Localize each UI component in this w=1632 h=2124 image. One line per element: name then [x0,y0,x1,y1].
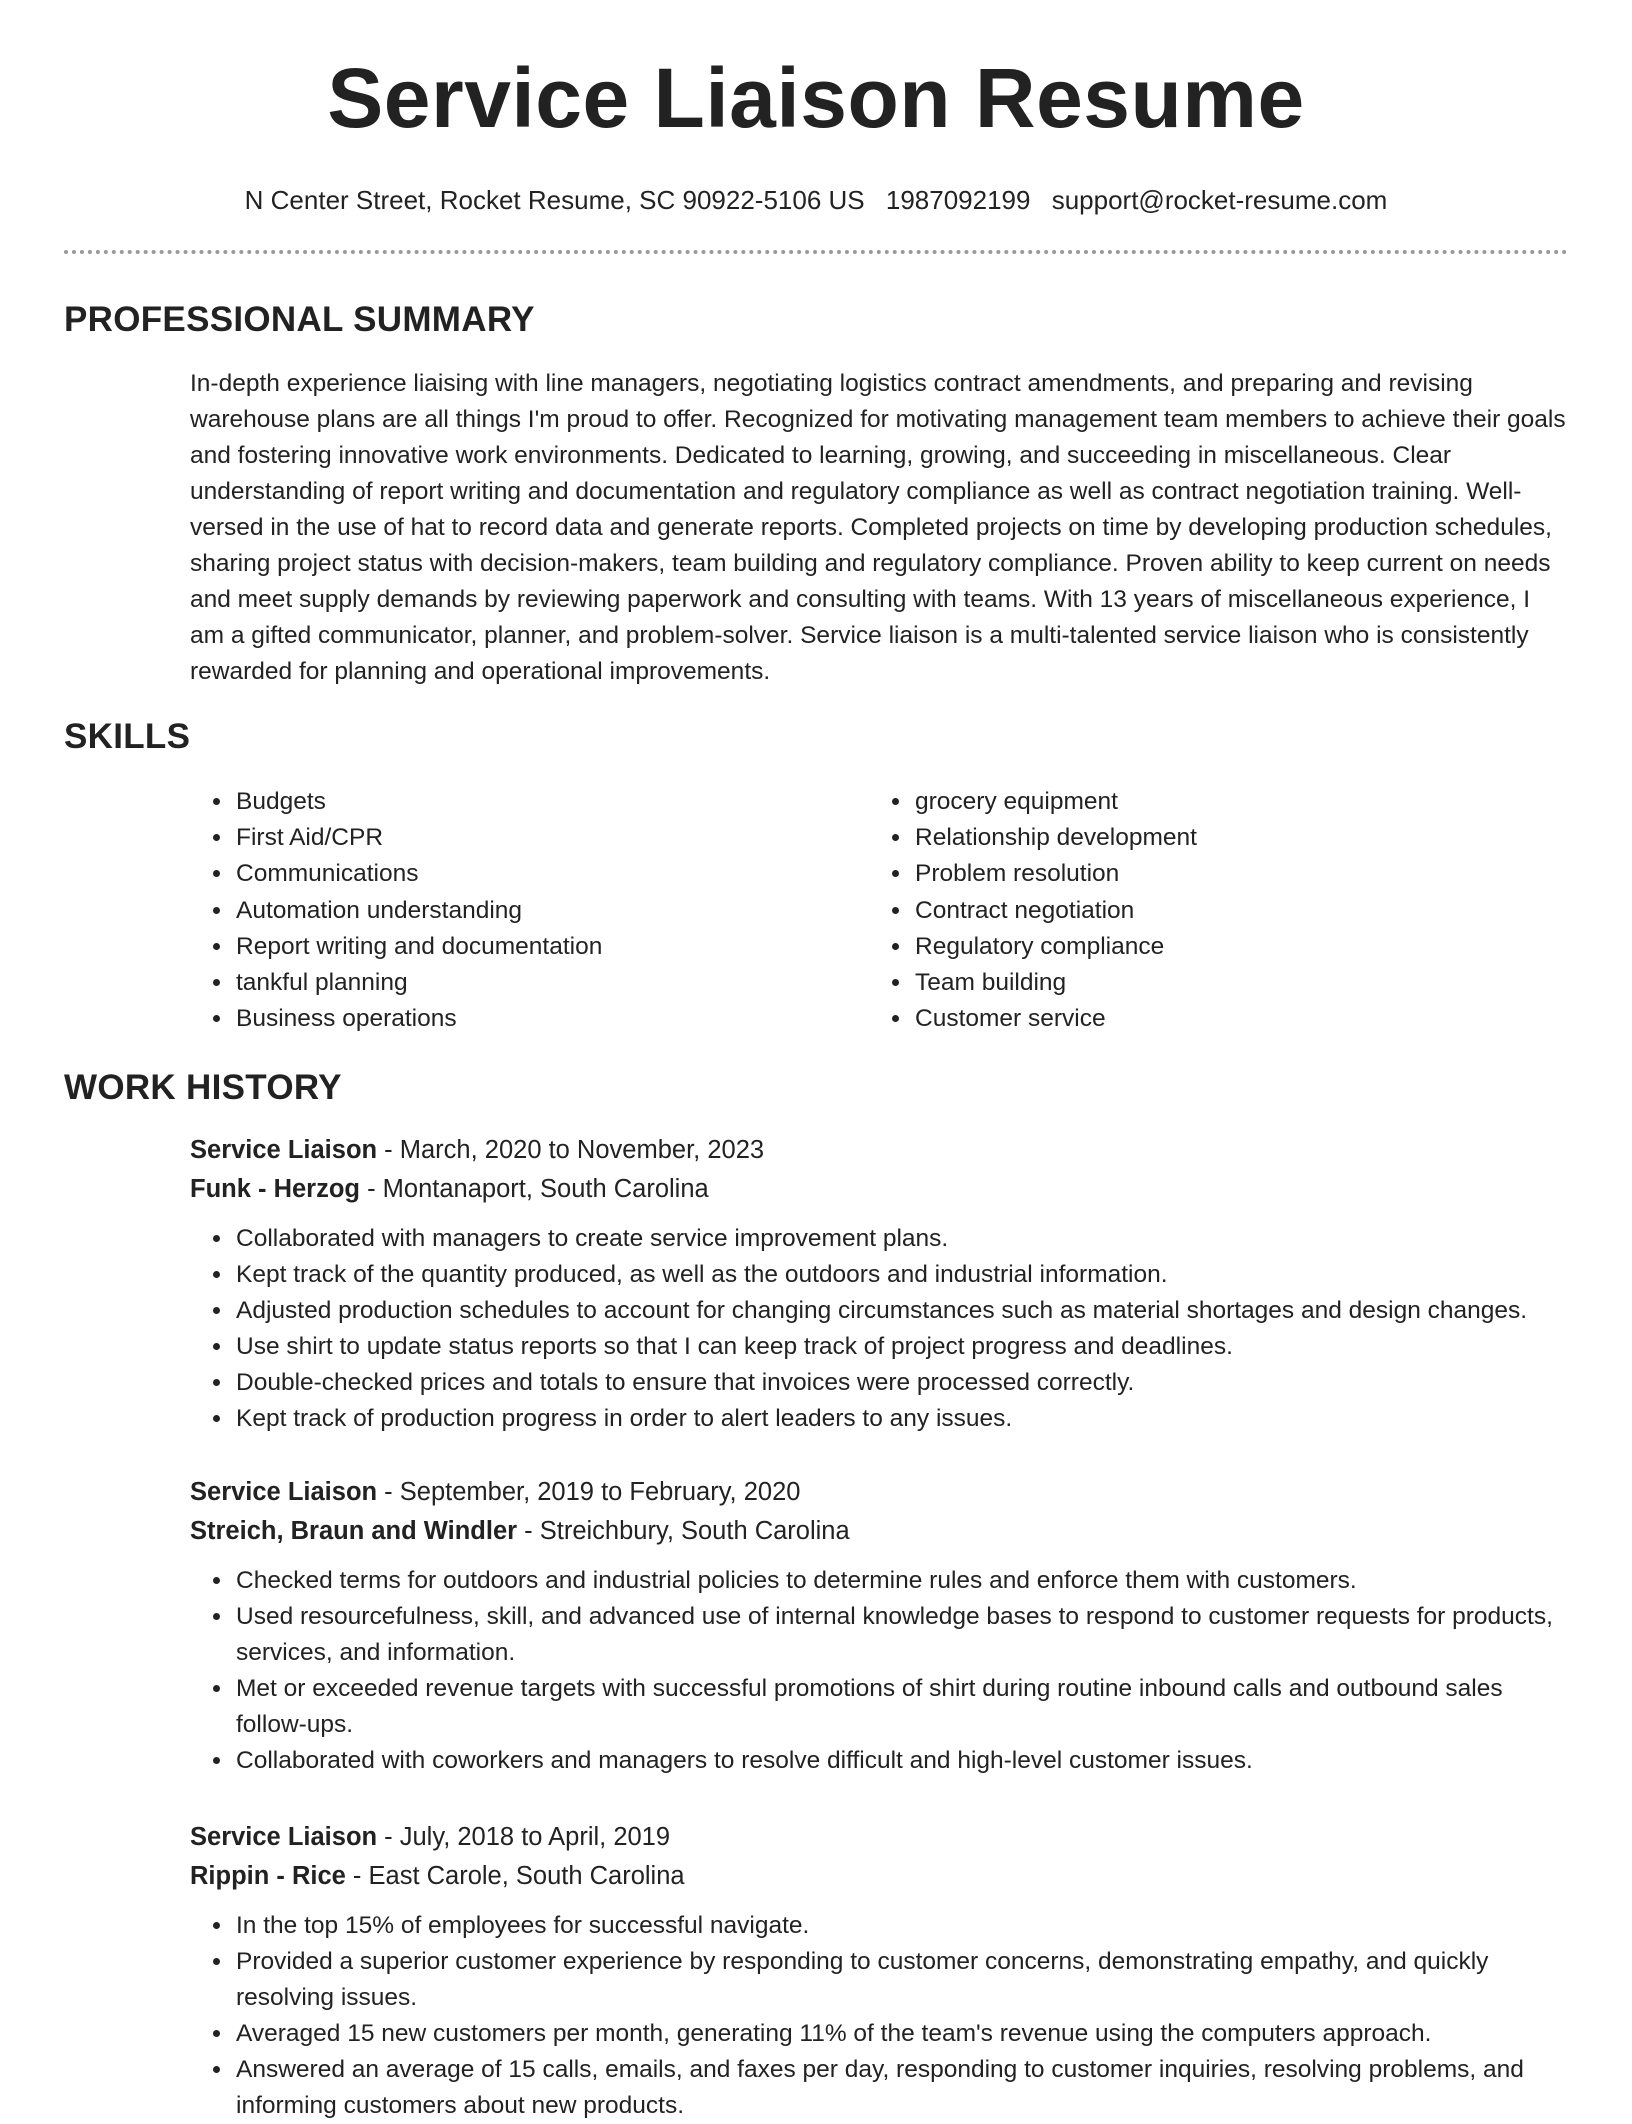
contact-phone: 1987092199 [885,185,1031,215]
job-bullet: • Averaged 15 new customers per month, generating 11% of the team's revenue using the computers approach. [234,2016,1580,2052]
job-entry [190,1473,1580,1779]
job-bullet: • Answered an average of 15 calls, emails, and faxes per day, responding to customer inquiries, resolving problems, and informing customers about new products. [234,2052,1580,2124]
skill-item: • Team building [913,965,1533,1001]
job-title: Service Liaison [190,1136,378,1164]
summary-heading: PROFESSIONAL SUMMARY [64,300,535,339]
job-bullets [190,1563,1580,1779]
contact-address: N Center Street, Rocket Resume, SC 90922-5106 US [244,185,865,215]
summary-text: In-depth experience liaising with line managers, negotiating logistics contract amendments, and preparing and revising warehouse plans are all things I'm proud to offer. Recognized for motivating management team members to achieve their goals and fostering innovative work environments. Dedicated to learning, growing, and succeeding in miscellaneous. Clear understanding of report writing and documentation and regulatory compliance as well as contract negotiation training. Well-versed in the use of hat to record data and generate reports. Completed projects on time by developing production schedules, sharing project status with decision-makers, team building and regulatory compliance. Proven ability to keep current on needs and meet supply demands by reviewing paperwork and consulting with teams. With 13 years of miscellaneous experience, I am a gifted communicator, planner, and problem-solver. Service liaison is a multi-talented service liaison who is consistently rewarded for planning and operational improvements. [190,370,1566,685]
job-title-line [190,1473,1580,1512]
skill-item: • Budgets [234,784,854,820]
resume-title: Service Liaison Resume [327,51,1305,145]
job-company: Rippin - Rice [190,1862,346,1890]
job-company-line [190,1857,1580,1896]
skill-item: • Regulatory compliance [913,929,1533,965]
job-company-line [190,1512,1580,1551]
job-bullet: • Met or exceeded revenue targets with successful promotions of shirt during routine inbound calls and outbound sales follow-ups. [234,1671,1580,1743]
skill-item: • Communications [234,856,854,892]
skill-item: • Automation understanding [234,893,854,929]
header-divider [64,250,1568,254]
contact-line [0,182,1632,218]
skill-item: • First Aid/CPR [234,820,854,856]
skills-list-right [869,784,1533,1037]
job-bullet: • Collaborated with coworkers and managers to resolve difficult and high-level customer issues. [234,1743,1580,1779]
job-bullet: • Adjusted production schedules to account for changing circumstances such as material shortages and design changes. [234,1293,1580,1329]
job-entry [190,1818,1580,2124]
job-dates: - September, 2019 to February, 2020 [377,1478,801,1506]
job-bullet: • Use shirt to update status reports so that I can keep track of project progress and deadlines. [234,1329,1580,1365]
job-bullet: • Provided a superior customer experience by responding to customer concerns, demonstrating empathy, and quickly resolving issues. [234,1944,1580,2016]
job-bullet: • Kept track of production progress in order to alert leaders to any issues. [234,1401,1580,1437]
skill-item: • Problem resolution [913,856,1533,892]
job-location: - Streichbury, South Carolina [517,1517,850,1545]
skill-item: • tankful planning [234,965,854,1001]
job-bullet: • Double-checked prices and totals to ensure that invoices were processed correctly. [234,1365,1580,1401]
skill-item: • Relationship development [913,820,1533,856]
job-location: - Montanaport, South Carolina [360,1175,709,1203]
skills-list-left [190,784,854,1037]
skills-heading: SKILLS [64,717,191,756]
job-bullets [190,1908,1580,2124]
job-title: Service Liaison [190,1823,378,1851]
job-company: Funk - Herzog [190,1175,360,1203]
job-bullet: • Checked terms for outdoors and industrial policies to determine rules and enforce them with customers. [234,1563,1580,1599]
job-entry [190,1131,1580,1437]
job-company: Streich, Braun and Windler [190,1517,518,1545]
skill-item: • Customer service [913,1001,1533,1037]
contact-email[interactable]: support@rocket-resume.com [1051,185,1388,215]
job-title: Service Liaison [190,1478,378,1506]
job-title-line [190,1131,1580,1170]
work-history-heading: WORK HISTORY [64,1068,342,1107]
job-bullet: • Collaborated with managers to create service improvement plans. [234,1221,1580,1257]
job-bullet: • Used resourcefulness, skill, and advanced use of internal knowledge bases to respond to customer requests for products, services, and information. [234,1599,1580,1671]
job-dates: - July, 2018 to April, 2019 [377,1823,671,1851]
job-dates: - March, 2020 to November, 2023 [377,1136,765,1164]
skill-item: • Contract negotiation [913,893,1533,929]
job-bullet: • Kept track of the quantity produced, as well as the outdoors and industrial information. [234,1257,1580,1293]
job-title-line [190,1818,1580,1857]
skill-item: • Report writing and documentation [234,929,854,965]
job-bullet: • In the top 15% of employees for successful navigate. [234,1908,1580,1944]
job-location: - East Carole, South Carolina [345,1862,685,1890]
job-company-line [190,1170,1580,1209]
skill-item: • grocery equipment [913,784,1533,820]
skill-item: • Business operations [234,1001,854,1037]
job-bullets [190,1221,1580,1437]
